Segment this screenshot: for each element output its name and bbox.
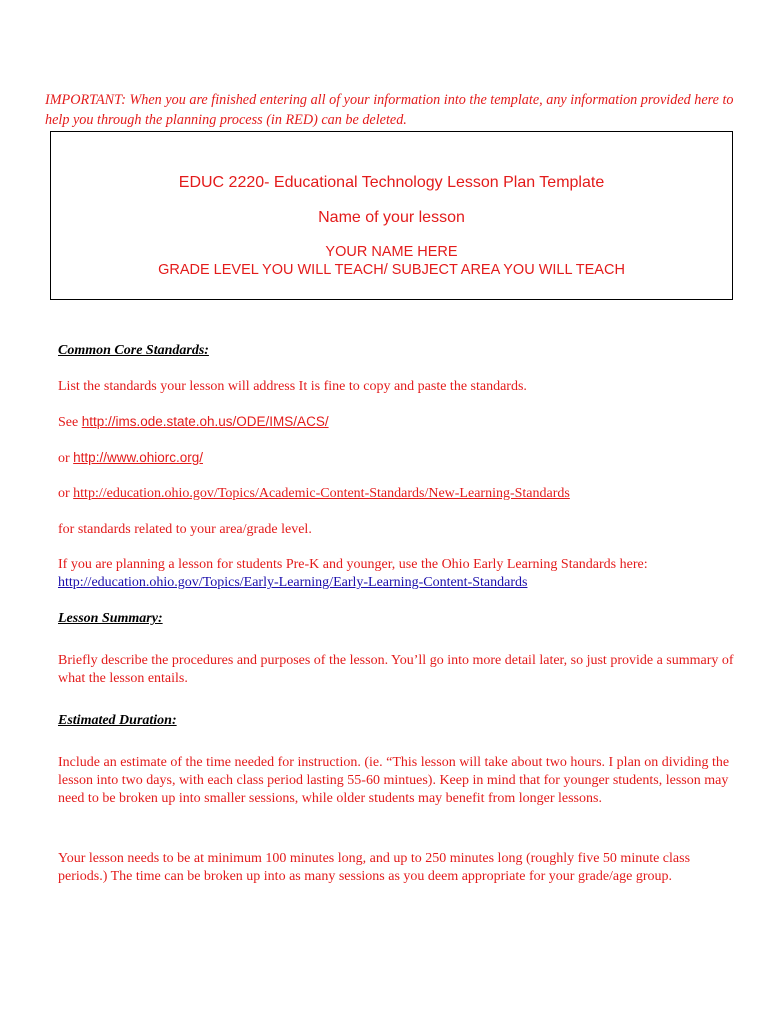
template-title: EDUC 2220- Educational Technology Lesson Plan Template xyxy=(178,174,605,191)
learning-standards-link[interactable]: http://education.ohio.gov/Topics/Academic-Content-Standards/New-Learning-Standards xyxy=(73,486,570,501)
prek-text: If you are planning a lesson for students Pre-K and younger, use the Ohio Early Learning Standards here: xyxy=(58,557,648,572)
ohiorc-link[interactable]: http://www.ohiorc.org/ xyxy=(73,450,203,465)
ode-standards-link[interactable]: http://ims.ode.state.oh.us/ODE/IMS/ACS/ xyxy=(81,414,329,429)
early-learning-link[interactable]: http://education.ohio.gov/Topics/Early-Learning/Early-Learning-Content-Standards xyxy=(58,575,528,590)
or-prefix-1: or xyxy=(58,451,74,466)
duration-text-2: Your lesson needs to be at minimum 100 minutes long, and up to 250 minutes long (roughly five 50 minute class periods.) The time can be broken up into as many sessions as you deem appropriate for your grade/age group. xyxy=(58,851,691,884)
duration-text-1: Include an estimate of the time needed for instruction. (ie. “This lesson will take about two hours. I plan on dividing the lesson into two days, with each class period lasting 55-60 mintues). Keep in mind that for younger students, lesson may need to be broken up into smaller sessions, while older students may benefit from longer lessons. xyxy=(58,755,730,806)
standards-related-text: for standards related to your area/grade level. xyxy=(58,522,312,537)
see-prefix: See xyxy=(58,415,82,430)
important-note: IMPORTANT: When you are finished entering all of your information into the template, any information provided here to help you through the planning process (in RED) can be deleted. xyxy=(45,92,734,128)
or-line-1 xyxy=(58,449,738,468)
duration-heading: Estimated Duration: xyxy=(58,713,177,728)
prek-link-line xyxy=(58,574,738,592)
grade-subject: GRADE LEVEL YOU WILL TEACH/ SUBJECT AREA YOU WILL TEACH xyxy=(158,262,625,278)
standards-list-text: List the standards your lesson will address It is fine to copy and paste the standards. xyxy=(58,379,527,394)
see-line xyxy=(58,413,738,432)
summary-heading: Lesson Summary: xyxy=(58,611,163,626)
lesson-name: Name of your lesson xyxy=(318,209,465,226)
standards-heading: Common Core Standards: xyxy=(58,343,209,358)
title-box xyxy=(50,131,733,300)
summary-text: Briefly describe the procedures and purposes of the lesson. You’ll go into more detail later, so just provide a summary of what the lesson entails. xyxy=(58,653,734,686)
or-line-2 xyxy=(58,485,738,503)
or-prefix-2: or xyxy=(58,486,74,501)
your-name: YOUR NAME HERE xyxy=(325,244,458,260)
